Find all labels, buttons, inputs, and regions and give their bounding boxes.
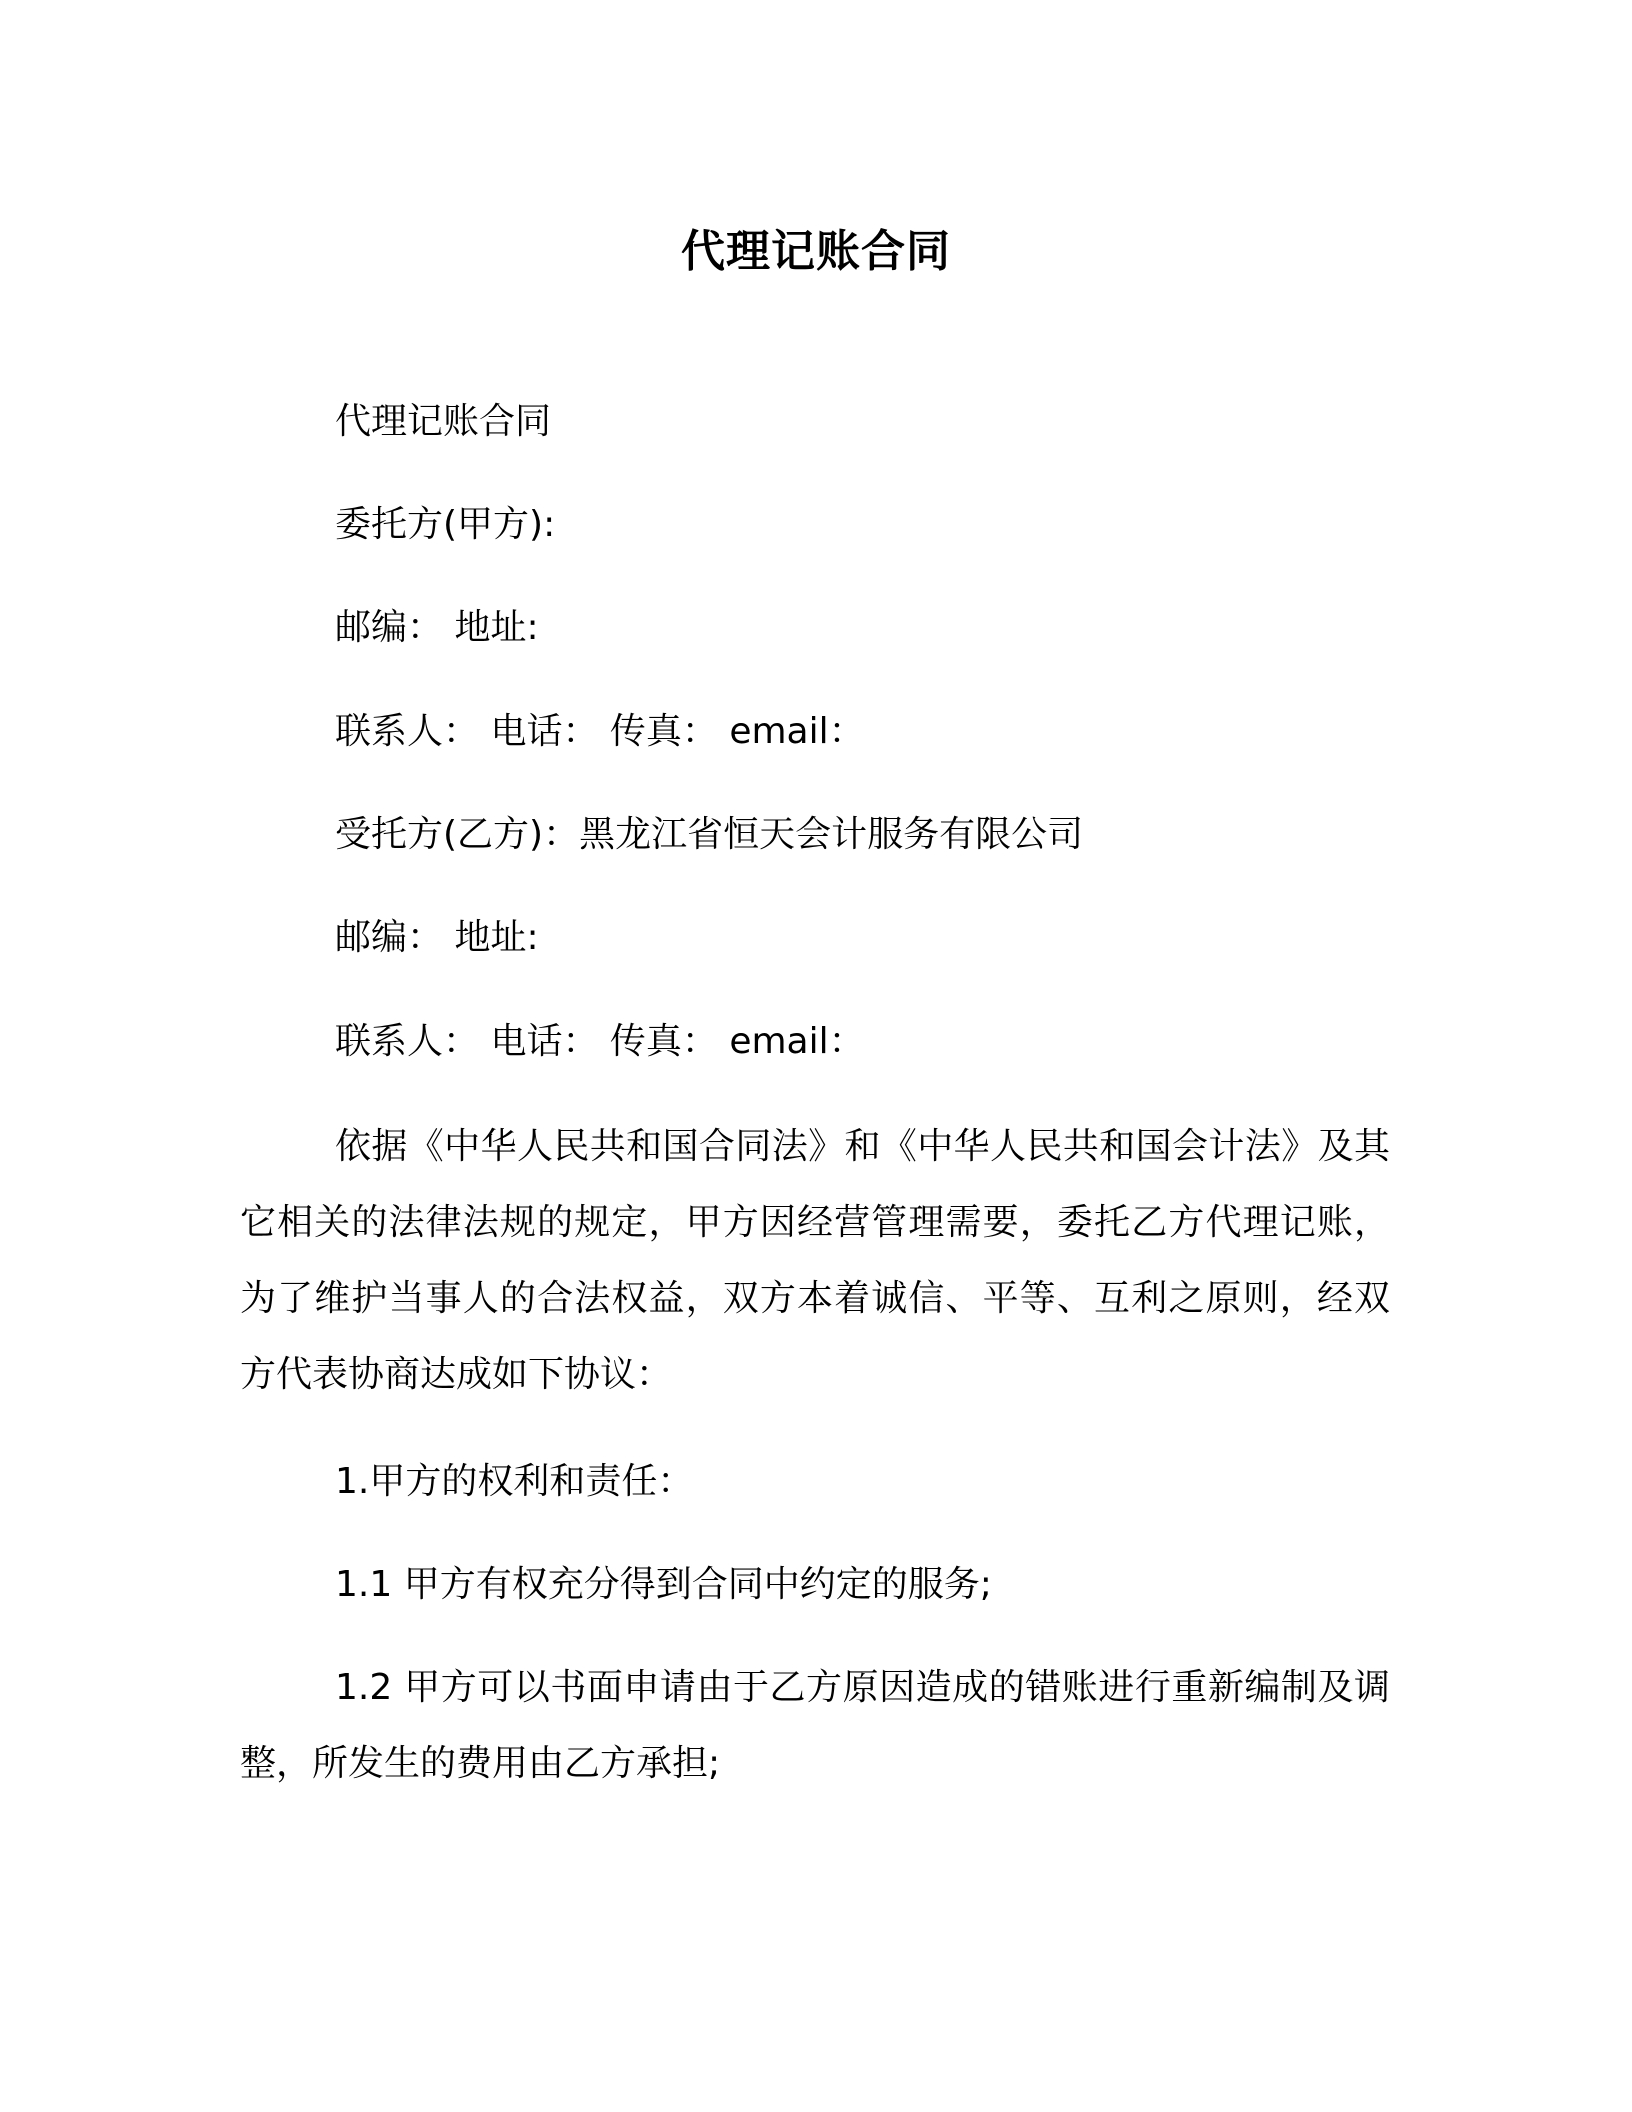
- clause-1-1: 1.1 甲方有权充分得到合同中约定的服务;: [335, 1564, 992, 1605]
- party-a-label: 委托方(甲方):: [335, 504, 556, 545]
- party-b-label: 受托方(乙方)：黑龙江省恒天会计服务有限公司: [335, 814, 1084, 855]
- party-a-address: 邮编： 地址:: [335, 607, 539, 648]
- party-b-contact: 联系人： 电话： 传真： email：: [335, 1021, 865, 1062]
- section-1-heading: 1.甲方的权利和责任：: [335, 1461, 694, 1502]
- preamble-paragraph: 依据《中华人民共和国合同法》和《中华人民共和国会计法》及其它相关的法律法规的规定，甲方因经营管理需要，委托乙方代理记账，为了维护当事人的合法权益，双方本着诚信、平等、互利之原则，经双方代表协商达成如下协议：: [240, 1126, 1390, 1395]
- party-a-contact: 联系人： 电话： 传真： email：: [335, 711, 865, 752]
- document-title: 代理记账合同: [681, 226, 951, 277]
- contract-subtitle: 代理记账合同: [335, 401, 552, 442]
- party-b-address: 邮编： 地址:: [335, 917, 539, 958]
- clause-1-2: 1.2 甲方可以书面申请由于乙方原因造成的错账进行重新编制及调整，所发生的费用由乙方承担;: [240, 1667, 1390, 1784]
